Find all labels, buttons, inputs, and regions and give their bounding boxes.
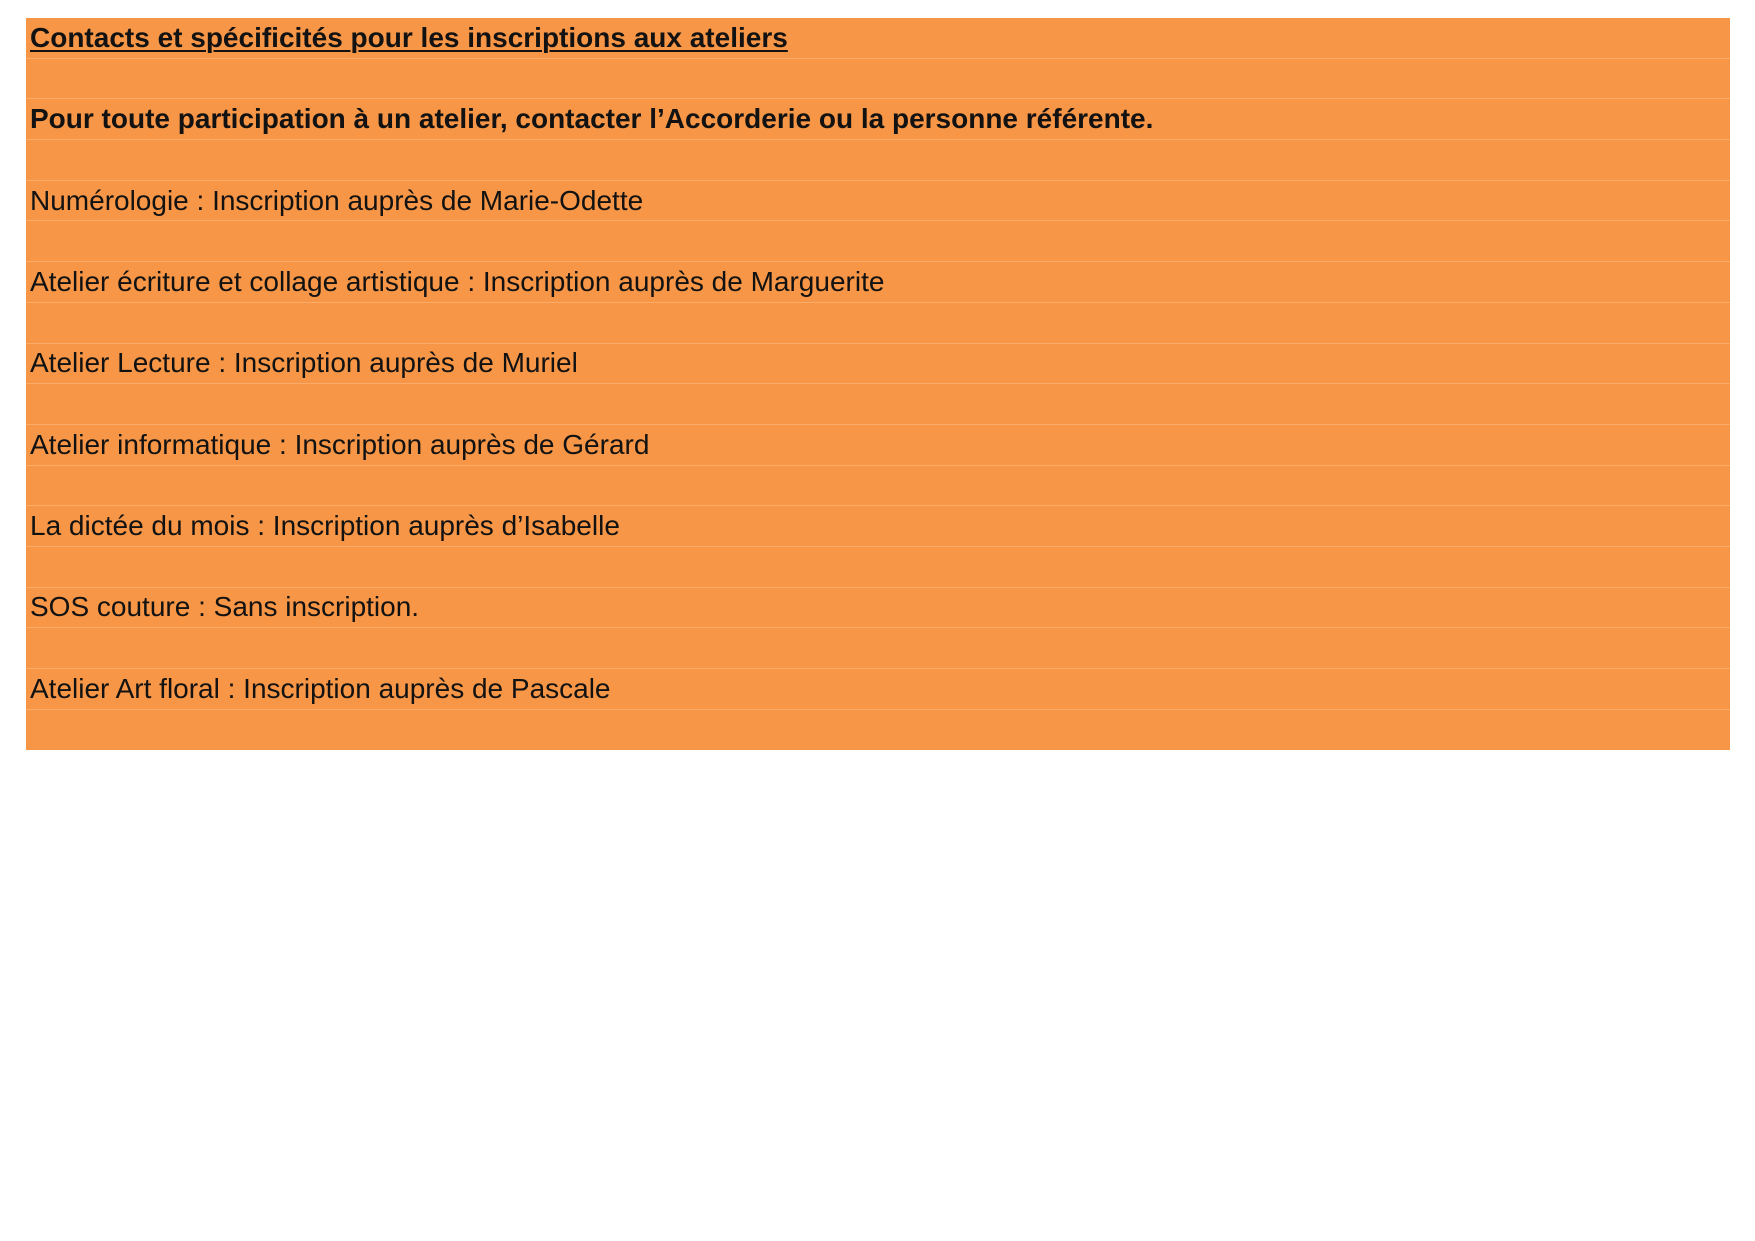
blank-row [26,710,1730,751]
entry-dictee: La dictée du mois : Inscription auprès d’Isabelle [26,506,1730,547]
document-title: Contacts et spécificités pour les inscriptions aux ateliers [26,18,1730,59]
spreadsheet-block [26,18,1730,750]
entry-art-floral: Atelier Art floral : Inscription auprès de Pascale [26,669,1730,710]
blank-row [26,384,1730,425]
entry-numerologie: Numérologie : Inscription auprès de Marie-Odette [26,181,1730,222]
entry-informatique: Atelier informatique : Inscription auprès de Gérard [26,425,1730,466]
entry-sos-couture: SOS couture : Sans inscription. [26,588,1730,629]
intro-text: Pour toute participation à un atelier, contacter l’Accorderie ou la personne référente. [26,99,1730,140]
blank-row [26,303,1730,344]
blank-row [26,628,1730,669]
entry-lecture: Atelier Lecture : Inscription auprès de Muriel [26,344,1730,385]
blank-row [26,547,1730,588]
blank-row [26,59,1730,100]
blank-row [26,140,1730,181]
blank-row [26,221,1730,262]
blank-row [26,466,1730,507]
entry-ecriture-collage: Atelier écriture et collage artistique : Inscription auprès de Marguerite [26,262,1730,303]
